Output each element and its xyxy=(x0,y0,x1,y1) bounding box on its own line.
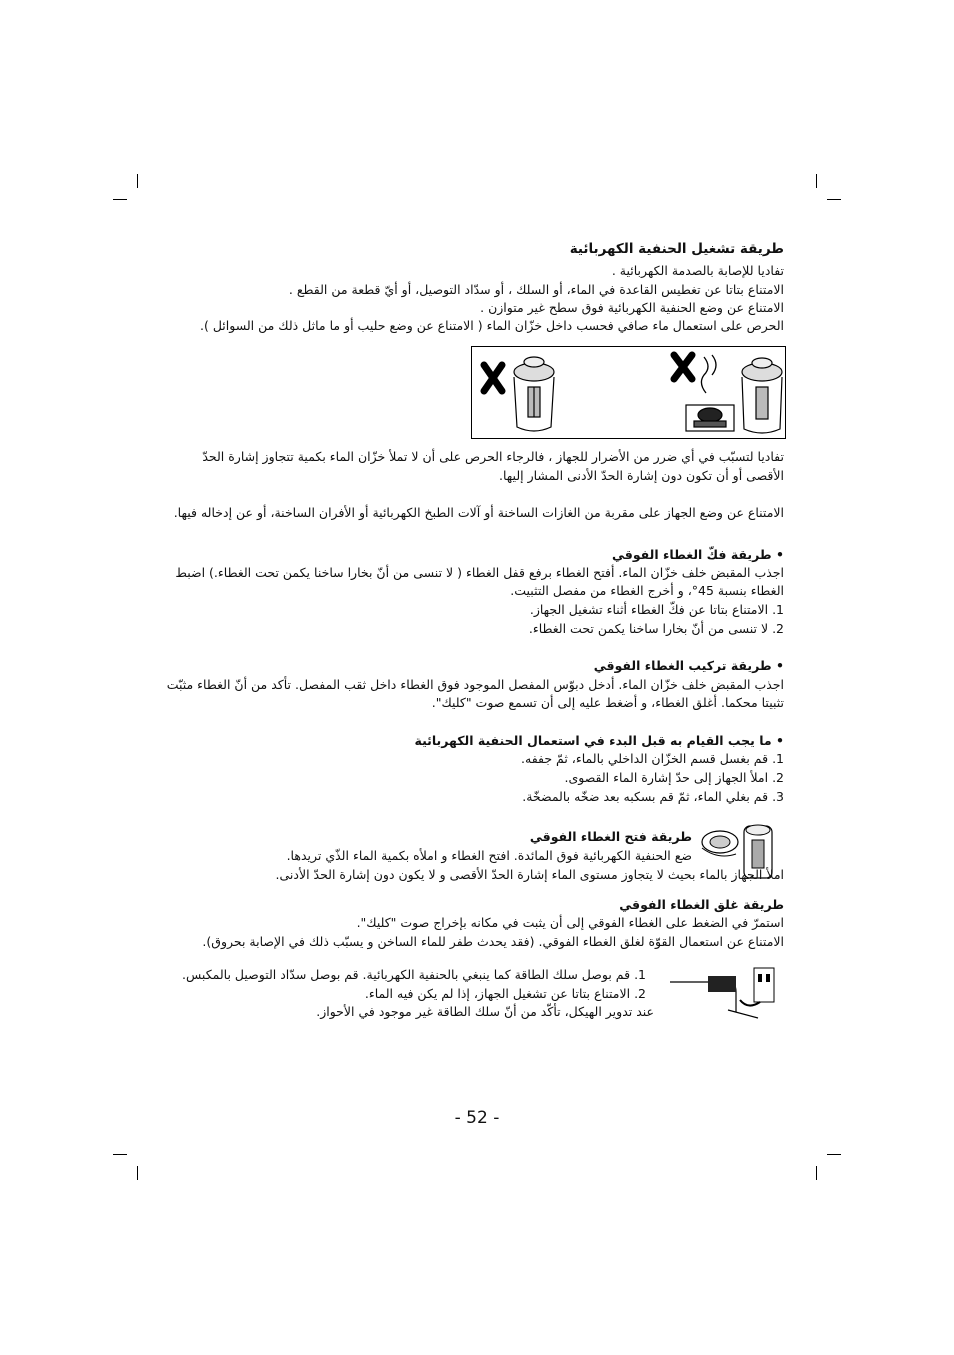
fill-warning-line: تفاديا لتسبّب في أي ضرر من الأضرار للجهاز ، فالرجاء الحرص على أن لا تملأ خزّان الماء بكمية تتجاوز إشارة الحدّ xyxy=(202,449,784,464)
fill-warning-line: الأقصى أو أن تكون دون إشارة الحدّ الأدنى المشار إليها. xyxy=(499,468,784,483)
remove-lid-line: الغطاء بنسبة 45°، و أخرج الغطاء من مفصل التثبيت. xyxy=(510,583,784,598)
page-title: طريقة تشغيل الحنفية الكهربائية xyxy=(569,241,784,257)
wave-icon xyxy=(701,357,708,393)
remove-lid-item-2: 2. لا تنسى من أنّ بخارا ساخنا يكمن تحت الغطاء. xyxy=(528,621,784,636)
intro-line: الحرص على استعمال ماء صافي فحسب داخل خزّان الماء ( الامتناع عن وضع حليب أو ما ماثل ذلك من السوائل ). xyxy=(200,318,784,333)
intro-line: الامتناع عن وضع الحنفية الكهربائية فوق سطح غير متوازن . xyxy=(480,300,784,315)
crop-mark-br-v xyxy=(816,1166,817,1180)
intro-line: الامتناع بتاتا عن تغطيس القاعدة في الماء، أو السلك ، أو سدّاد التوصيل، أو أيّ قطعة من القطع . xyxy=(288,282,784,297)
crop-mark-bl-h xyxy=(113,1154,127,1155)
close-lid-line: استمرّ في الضغط على الغطاء الفوقي إلى أن يثبت في مكانه بإخراج صوت "كليك". xyxy=(356,915,784,930)
before-use-item-2: 2. املأ الجهاز إلى حدّ إشارة الماء القصوى. xyxy=(564,770,784,785)
close-lid-heading: طريقة غلق الغطاء الفوقي xyxy=(619,897,784,912)
crop-mark-br-h xyxy=(827,1154,841,1155)
open-lid-heading: طريقة فتح الغطاء الفوقي xyxy=(529,829,692,844)
power-note: عند تدوير الهيكل، تأكّد من أنّ سلك الطاقة غير موجود في الأحواز. xyxy=(316,1004,654,1019)
thermo-pot-icon xyxy=(742,358,782,433)
power-item-1: 1. قم بوصل سلك الطاقة كما ينبغي بالحنفية الكهربائية. قم بوصل سدّاد التوصيل بالمكبس. xyxy=(182,967,646,982)
close-lid-line: الامتناع عن استعمال القوّة لغلق الغطاء الفوقي. (فقد يحدث طفر للماء الساخن و يسبّب ذلك في الإصابة بحروق). xyxy=(202,934,784,949)
open-lid-line: املأ الجهاز بالماء بحيث لا يتجاوز مستوى الماء إشارة الحدّ الأقصى و لا يكون دون إشارة الحدّ الأدنى. xyxy=(275,867,784,882)
install-lid-heading: • طريقة تركيب الغطاء الفوقي xyxy=(594,656,784,675)
cross-icon xyxy=(674,355,692,379)
remove-lid-item-1: 1. الامتناع بتاتا عن فكّ الغطاء أثناء تشغيل الجهاز. xyxy=(529,602,784,617)
heat-warning: الامتناع عن وضع الجهاز على مقربة من الغازات الساخنة أو آلات الطبخ الكهربائية أو الأفران الساخنة، أو عن إدخاله فيها. xyxy=(173,505,784,520)
remove-lid-heading: • طريقة فكّ الغطاء الفوقي xyxy=(612,545,784,564)
thermo-pot-icon xyxy=(514,357,554,431)
before-use-item-3: 3. قم بغلي الماء، ثمّ قم بسكبه بعد ضخّه بالمضخّة. xyxy=(522,789,784,804)
crop-mark-bl-v xyxy=(137,1166,138,1180)
warning-illustration xyxy=(471,346,786,439)
crop-mark-tr-v xyxy=(816,174,817,188)
install-lid-line: اجذب المقبض خلف خزّان الماء. أدخل دبوّس المفصل الموجود فوق الغطاء داخل ثقب المفصل. تأكد من أنّ الغطاء مثبّت xyxy=(166,677,784,692)
stove-icon xyxy=(686,405,734,431)
crop-mark-tl-h xyxy=(113,199,127,200)
crop-mark-tr-h xyxy=(827,199,841,200)
crop-mark-tl-v xyxy=(137,174,138,188)
remove-lid-line: اجذب المقبض خلف خزّان الماء. أفتح الغطاء برفع قفل الغطاء ( لا تنسى من أنّ بخارا ساخنا يكمن تحت الغطاء.) اضبط xyxy=(175,565,784,580)
power-plug-illustration xyxy=(668,962,778,1020)
intro-line: تفاديا للإصابة بالصدمة الكهربائية . xyxy=(611,263,784,278)
open-lid-line: ضع الحنفية الكهربائية فوق المائدة. افتح الغطاء و املأه بكمية الماء الذّي تريدها. xyxy=(286,848,692,863)
power-item-2: 2. الامتناع بتاتا عن تشغيل الجهاز، إذا لم يكن فيه الماء. xyxy=(364,986,646,1001)
install-lid-line: تثبيتا محكما. أغلق الغطاء، و أضغط عليه إلى أن تسمع صوت "كليك". xyxy=(431,695,784,710)
page-number: - 52 - xyxy=(454,1108,500,1128)
cross-icon xyxy=(484,365,502,391)
before-use-heading: • ما يجب القيام به قبل البدء في استعمال الحنفية الكهربائية xyxy=(414,731,784,750)
before-use-item-1: 1. قم بغسل قسم الخزّان الداخلي بالماء، ثمّ جففه. xyxy=(521,751,784,766)
